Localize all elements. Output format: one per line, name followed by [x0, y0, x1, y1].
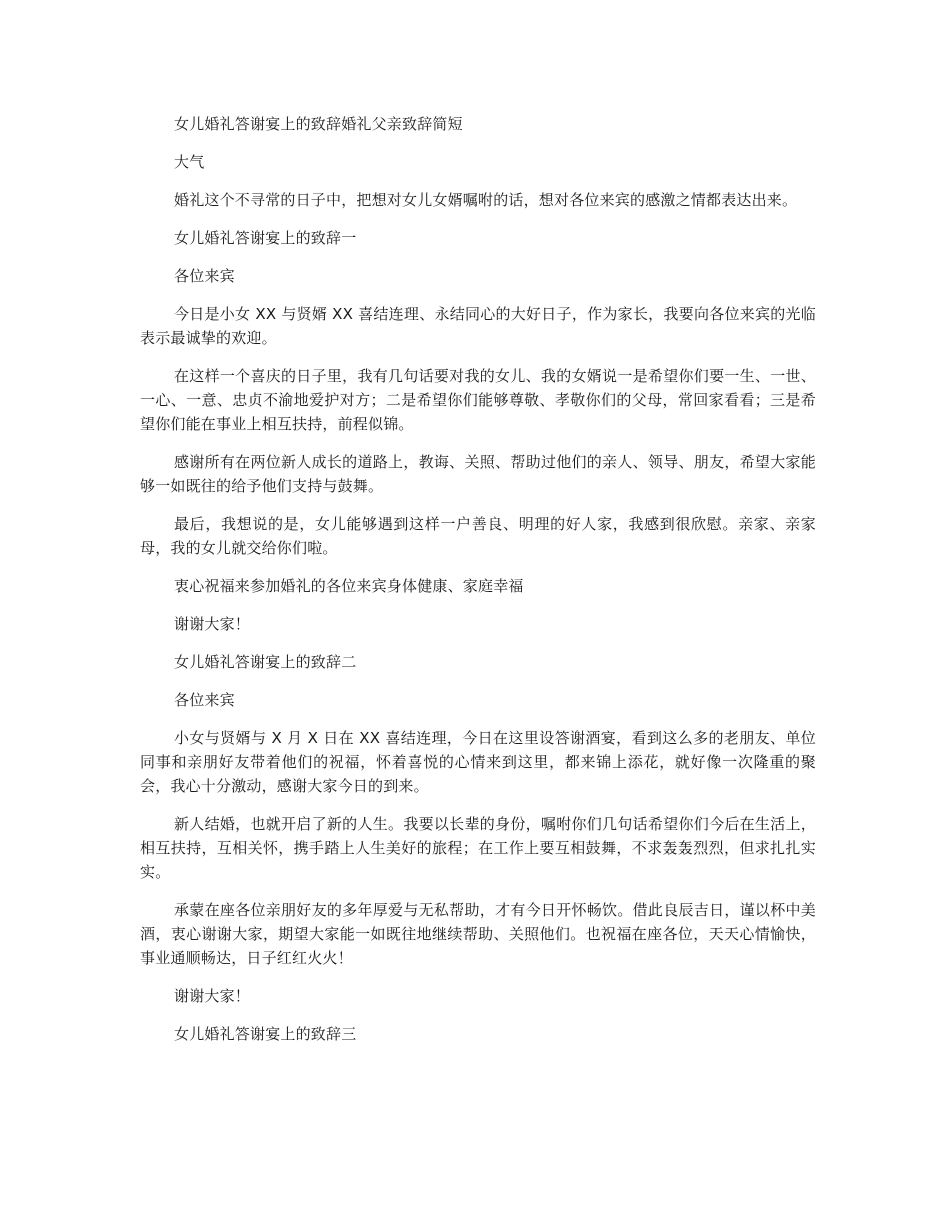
salutation: 各位来宾 [174, 691, 235, 709]
body-paragraph: 衷心祝福来参加婚礼的各位来宾身体健康、家庭幸福 [174, 577, 524, 595]
body-paragraph: 在这样一个喜庆的日子里，我有几句话要对我的女儿、我的女婿说一是希望你们要一生、一世、一心、一意、忠贞不渝地爱护对方；二是希望你们能够尊敬、孝敬你们的父母，常回家看看；三是希望你们能在事业上相互扶持，前程似锦。 [140, 367, 816, 433]
body-paragraph: 最后，我想说的是，女儿能够遇到这样一户善良、明理的好人家，我感到很欣慰。亲家、亲家母，我的女儿就交给你们啦。 [140, 515, 816, 557]
body-paragraph: 感谢所有在两位新人成长的道路上，教诲、关照、帮助过他们的亲人、领导、朋友，希望大家能够一如既往的给予他们支持与鼓舞。 [140, 453, 816, 495]
document-page [140, 112, 816, 1046]
salutation: 各位来宾 [174, 267, 235, 285]
body-paragraph: 新人结婚，也就开启了新的人生。我要以长辈的身份，嘱咐你们几句话希望你们今后在生活上，相互扶持，互相关怀，携手踏上人生美好的旅程；在工作上要互相鼓舞，不求轰轰烈烈，但求扎扎实实。 [140, 815, 816, 881]
section-heading-1: 女儿婚礼答谢宴上的致辞一 [174, 229, 357, 247]
closing-thanks: 谢谢大家！ [174, 615, 251, 633]
closing-thanks: 谢谢大家！ [174, 987, 251, 1005]
document-title-line1: 女儿婚礼答谢宴上的致辞婚礼父亲致辞简短 [174, 115, 463, 133]
intro-paragraph: 婚礼这个不寻常的日子中，把想对女儿女婿嘱咐的话，想对各位来宾的感激之情都表达出来。 [174, 191, 798, 209]
body-paragraph: 小女与贤婿与 X 月 X 日在 XX 喜结连理，今日在这里设答谢酒宴，看到这么多的老朋友、单位同事和亲朋好友带着他们的祝福，怀着喜悦的心情来到这里，都来锦上添花，就好像一次隆重的聚会，我心十分激动，感谢大家今日的到来。 [140, 729, 816, 795]
section-heading-3: 女儿婚礼答谢宴上的致辞三 [174, 1025, 357, 1043]
body-paragraph: 承蒙在座各位亲朋好友的多年厚爱与无私帮助，才有今日开怀畅饮。借此良辰吉日，谨以杯中美酒，衷心谢谢大家，期望大家能一如既往地继续帮助、关照他们。也祝福在座各位，天天心情愉快，事业通顺畅达，日子红红火火！ [140, 901, 816, 967]
document-title-line2: 大气 [174, 153, 205, 171]
section-heading-2: 女儿婚礼答谢宴上的致辞二 [174, 653, 357, 671]
body-paragraph: 今日是小女 XX 与贤婿 XX 喜结连理、永结同心的大好日子，作为家长，我要向各位来宾的光临表示最诚挚的欢迎。 [140, 305, 816, 347]
